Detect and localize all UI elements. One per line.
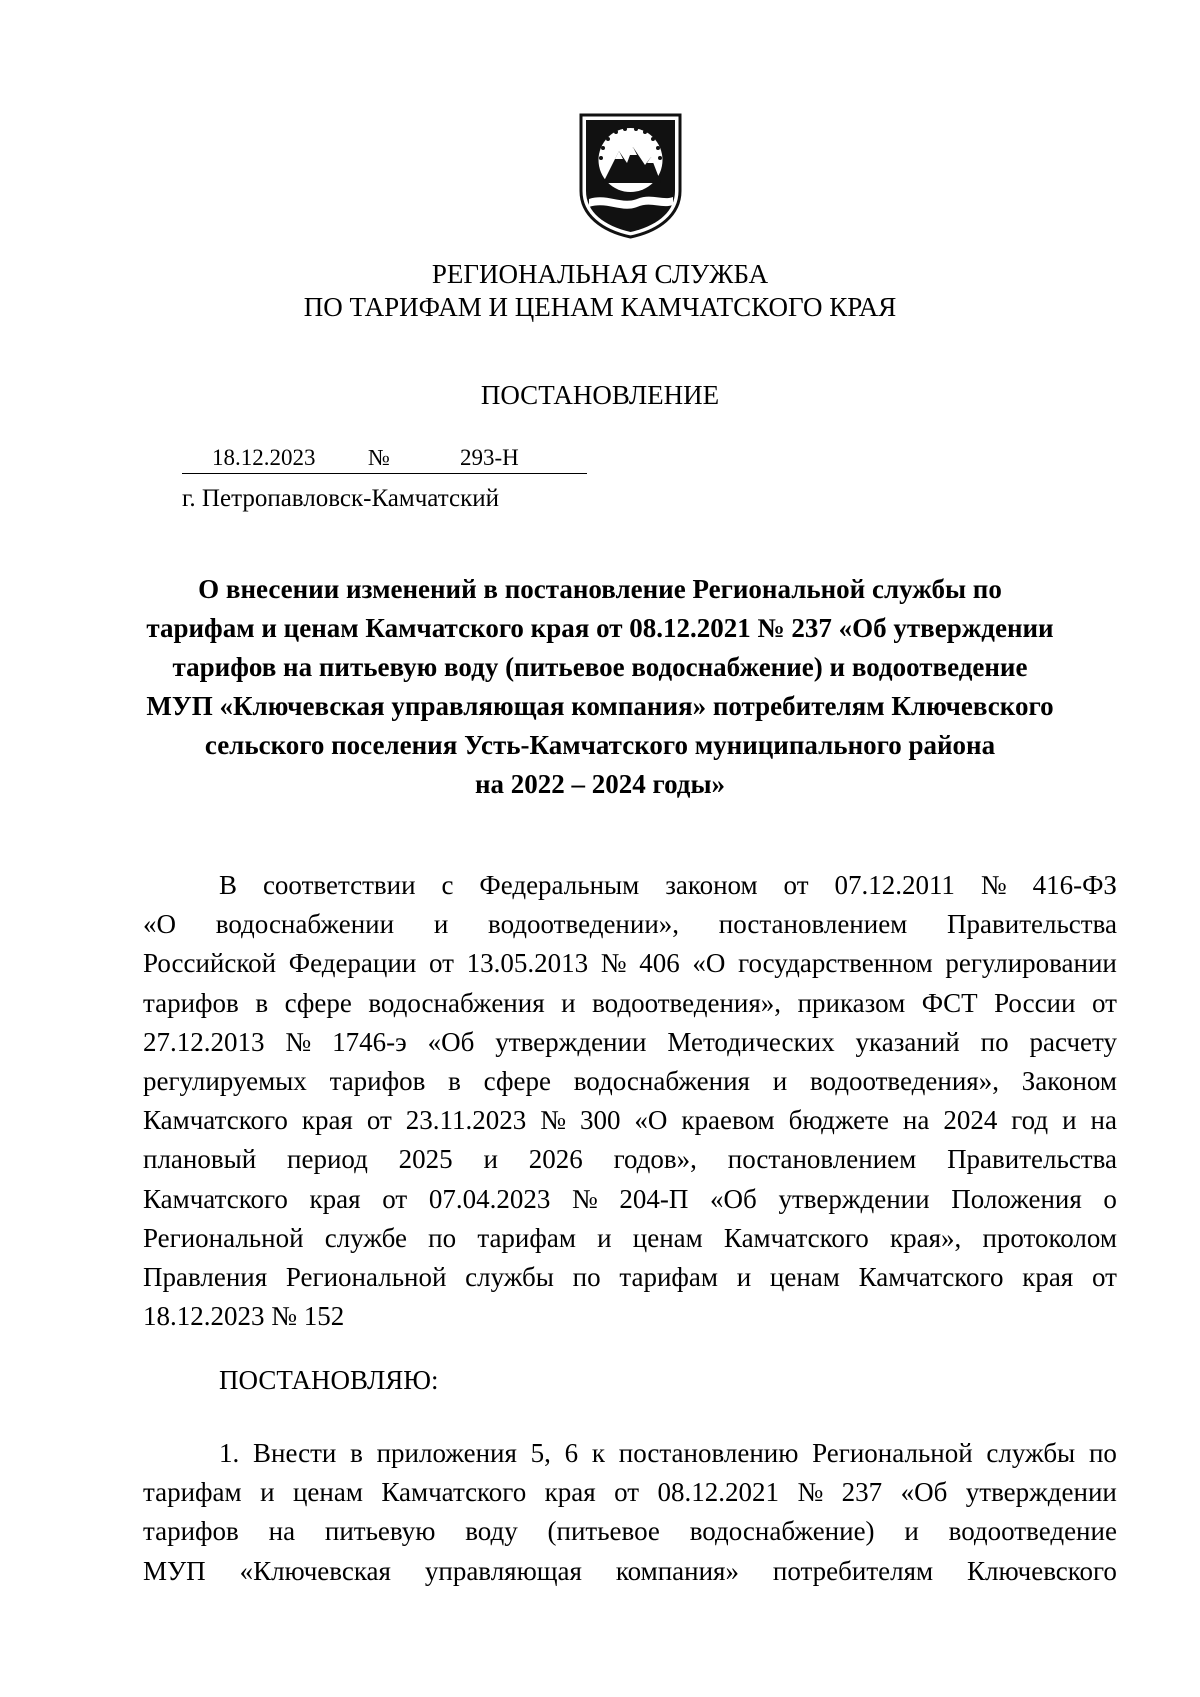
preamble-paragraph xyxy=(143,866,1117,1336)
paragraph-line: 1. Внести в приложения 5, 6 к постановлению Региональной службы по xyxy=(219,1438,1117,1468)
item-1-paragraph xyxy=(143,1434,1117,1591)
paragraph-line: Камчатского края от 07.04.2023 № 204-П «Об утверждении Положения о xyxy=(143,1183,1117,1214)
org-name-line-1: РЕГИОНАЛЬНАЯ СЛУЖБА xyxy=(431,259,769,289)
title-line: тарифов на питьевую воду (питьевое водоснабжение) и водоотведение xyxy=(172,652,1028,682)
document-type-heading: ПОСТАНОВЛЕНИЕ xyxy=(480,380,720,410)
number-sign: № xyxy=(368,445,390,470)
paragraph-line: Правления Региональной службы по тарифам и ценам Камчатского края от xyxy=(143,1262,1117,1293)
paragraph-line: регулируемых тарифов в сфере водоснабжения и водоотведения», Законом xyxy=(143,1066,1117,1097)
org-name-line-2: ПО ТАРИФАМ И ЦЕНАМ КАМЧАТСКОГО КРАЯ xyxy=(303,292,897,322)
paragraph-line: плановый период 2025 и 2026 годов», постановлением Правительства xyxy=(143,1144,1117,1175)
paragraph-line: тарифов на питьевую воду (питьевое водоснабжение) и водоотведение xyxy=(143,1516,1117,1547)
date-number-underline xyxy=(182,473,587,474)
document-number: 293-Н xyxy=(460,445,519,470)
paragraph-line: «О водоснабжении и водоотведении», постановлением Правительства xyxy=(143,909,1117,940)
paragraph-line: В соответствии с Федеральным законом от 07.12.2011 № 416-ФЗ xyxy=(219,870,1117,900)
kamchatka-coat-of-arms-icon xyxy=(577,113,684,239)
city-name: г. Петропавловск-Камчатский xyxy=(182,485,499,512)
paragraph-line: 18.12.2023 № 152 xyxy=(143,1301,345,1332)
date-number-row xyxy=(182,445,587,477)
decree-word: ПОСТАНОВЛЯЮ: xyxy=(219,1365,439,1395)
title-line: на 2022 – 2024 годы» xyxy=(474,769,726,799)
paragraph-line: Камчатского края от 23.11.2023 № 300 «О краевом бюджете на 2024 год и на xyxy=(143,1105,1117,1136)
paragraph-line: 27.12.2013 № 1746-э «Об утверждении Методических указаний по расчету xyxy=(143,1026,1117,1057)
title-line: МУП «Ключевская управляющая компания» потребителям Ключевского xyxy=(146,691,1054,721)
title-line: тарифам и ценам Камчатского края от 08.12.2021 № 237 «Об утверждении xyxy=(146,613,1054,643)
document-title xyxy=(120,570,1080,804)
paragraph-line: тарифам и ценам Камчатского края от 08.12.2021 № 237 «Об утверждении xyxy=(143,1477,1117,1508)
paragraph-line: Региональной службе по тарифам и ценам Камчатского края», протоколом xyxy=(143,1222,1117,1253)
title-line: О внесении изменений в постановление Региональной службы по xyxy=(198,574,1002,604)
document-date: 18.12.2023 xyxy=(212,445,316,470)
paragraph-line: МУП «Ключевская управляющая компания» потребителям Ключевского xyxy=(143,1555,1117,1586)
title-line: сельского поселения Усть-Камчатского муниципального района xyxy=(204,730,996,760)
paragraph-line: Российской Федерации от 13.05.2013 № 406 «О государственном регулировании xyxy=(143,948,1117,979)
paragraph-line: тарифов в сфере водоснабжения и водоотведения», приказом ФСТ России от xyxy=(143,987,1117,1018)
